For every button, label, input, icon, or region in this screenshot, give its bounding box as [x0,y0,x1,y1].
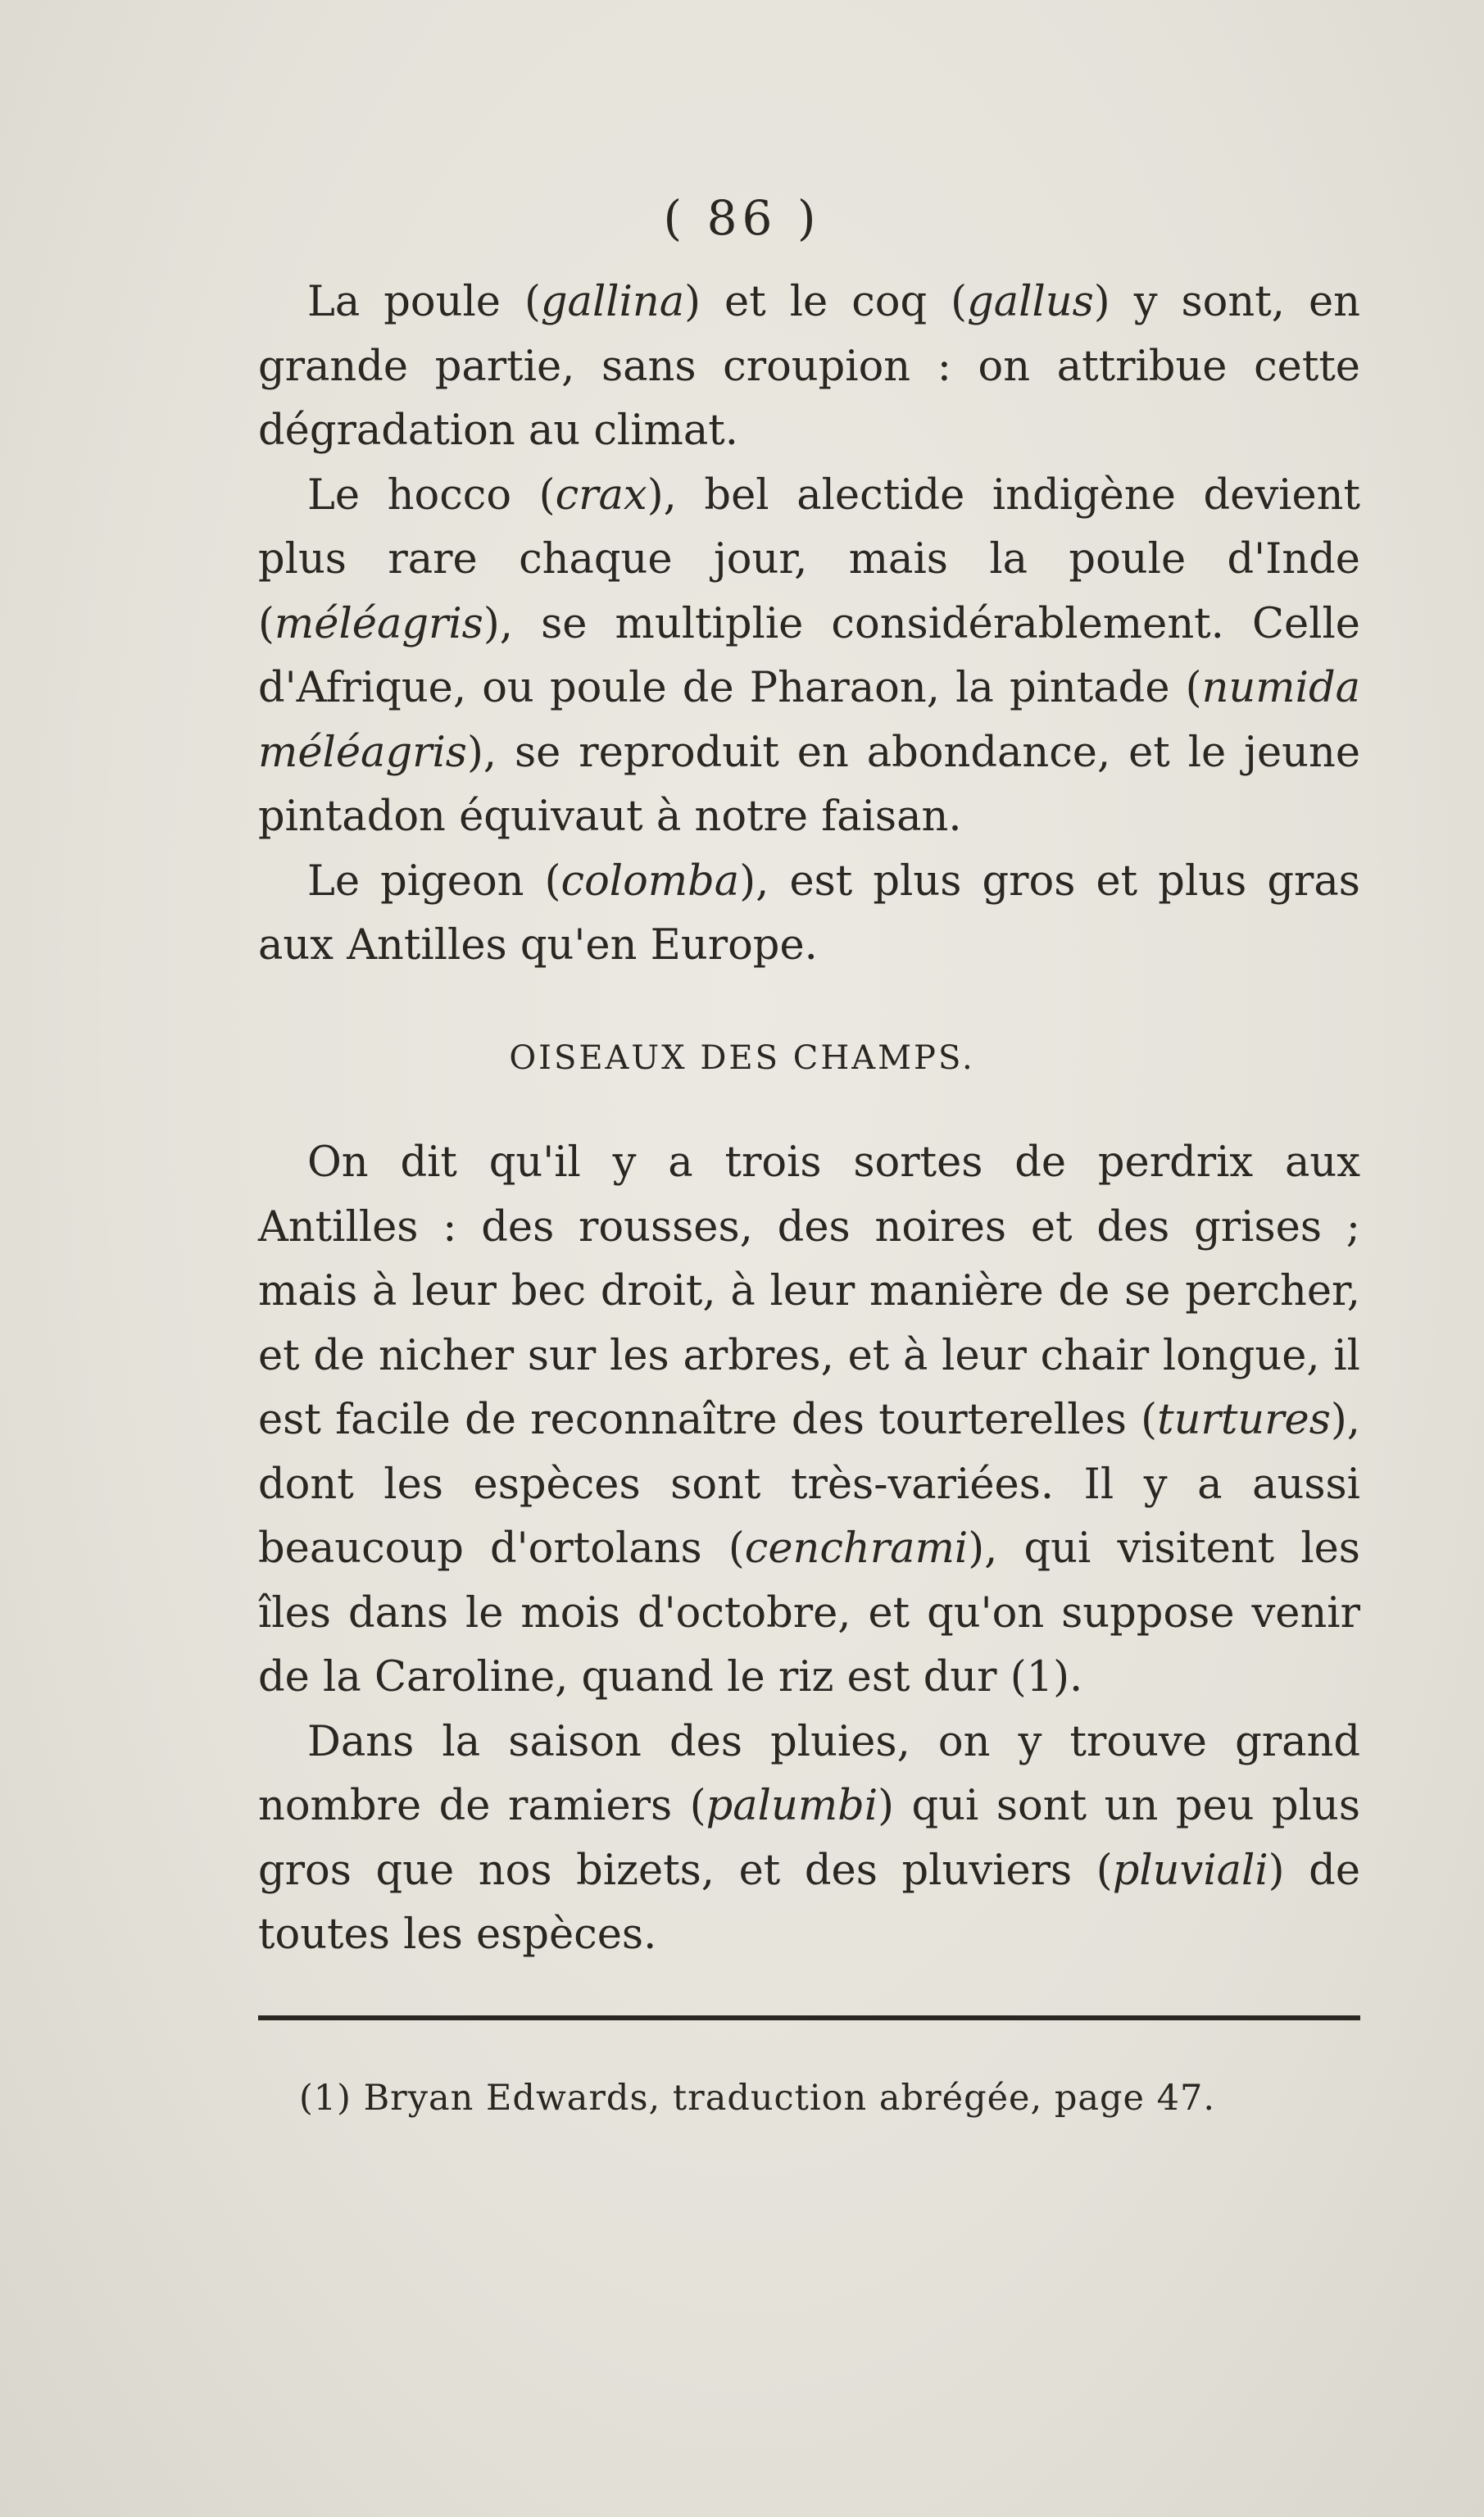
text-run: ), se reproduit en abondance, et le jeune pintadon équivaut à notre faisan. [258,728,1360,841]
section-heading: OISEAUX DES CHAMPS. [509,1039,975,1077]
text-run: ) qui sont un peu plus gros que nos bizets, et des pluviers ( [258,1782,1361,1895]
text-run: Dans la saison des pluies, on y trouve grand nombre de ramiers ( [258,1717,1360,1830]
paragraph-pigeon [258,850,1360,979]
footnote-divider [258,2015,1360,2020]
latin-term: gallus [967,278,1094,326]
paragraph-hocco [258,464,1360,850]
text-run: On dit qu'il y a trois sortes de perdrix aux Antilles : des rousses, des noires et des grises ; mais à leur bec droit, à leur manière de se percher, et de nicher sur les arbres, et à leur chair longue, il est facile de reconnaître des tourterelles ( [258,1138,1360,1444]
latin-term: crax [555,470,647,520]
text-run: Le hocco ( [307,470,556,520]
latin-term: turtures [1157,1396,1331,1444]
footnote: (1) Bryan Edwards, traduction abrégée, page 47. [299,2078,1216,2119]
text-run: ), est plus gros et plus gras aux Antilles qu'en Europe. [258,856,1360,970]
text-run: ) y sont, en grande partie, sans croupion : on attribue cette dégradation au climat. [258,278,1360,455]
paragraph-perdrix [258,1131,1360,1711]
page-number: ( 86 ) [663,190,821,246]
latin-term: colomba [560,856,740,906]
text-run: ) de toutes les espèces. [258,1846,1361,1959]
latin-term: pluviali [1112,1846,1268,1895]
text-run: Le pigeon ( [307,856,561,906]
text-run: ), qui visitent les îles dans le mois d'octobre, et qu'on suppose venir de la Caroline, quand le riz est dur (1). [258,1524,1360,1701]
paragraph-ramiers [258,1711,1360,1968]
text-run: ), bel alectide indigène devient plus rare chaque jour, mais la poule d'Inde ( [258,470,1360,648]
latin-term: numida méléagris [258,664,1360,777]
text-run: ), dont les espèces sont très-variées. Il y a aussi beaucoup d'ortolans ( [258,1396,1360,1573]
text-run: ) et le coq ( [684,278,968,326]
text-block-bottom [258,1131,1360,1968]
latin-term: méléagris [274,599,483,648]
latin-term: cenchrami [744,1524,969,1573]
latin-term: gallina [540,278,685,326]
paragraph-poule [258,270,1360,464]
text-run: La poule ( [307,278,541,326]
text-block-top [258,270,1360,979]
latin-term: palumbi [706,1782,878,1830]
text-run: ), se multiplie considérablement. Celle d'Afrique, ou poule de Pharaon, la pintade ( [258,599,1360,712]
